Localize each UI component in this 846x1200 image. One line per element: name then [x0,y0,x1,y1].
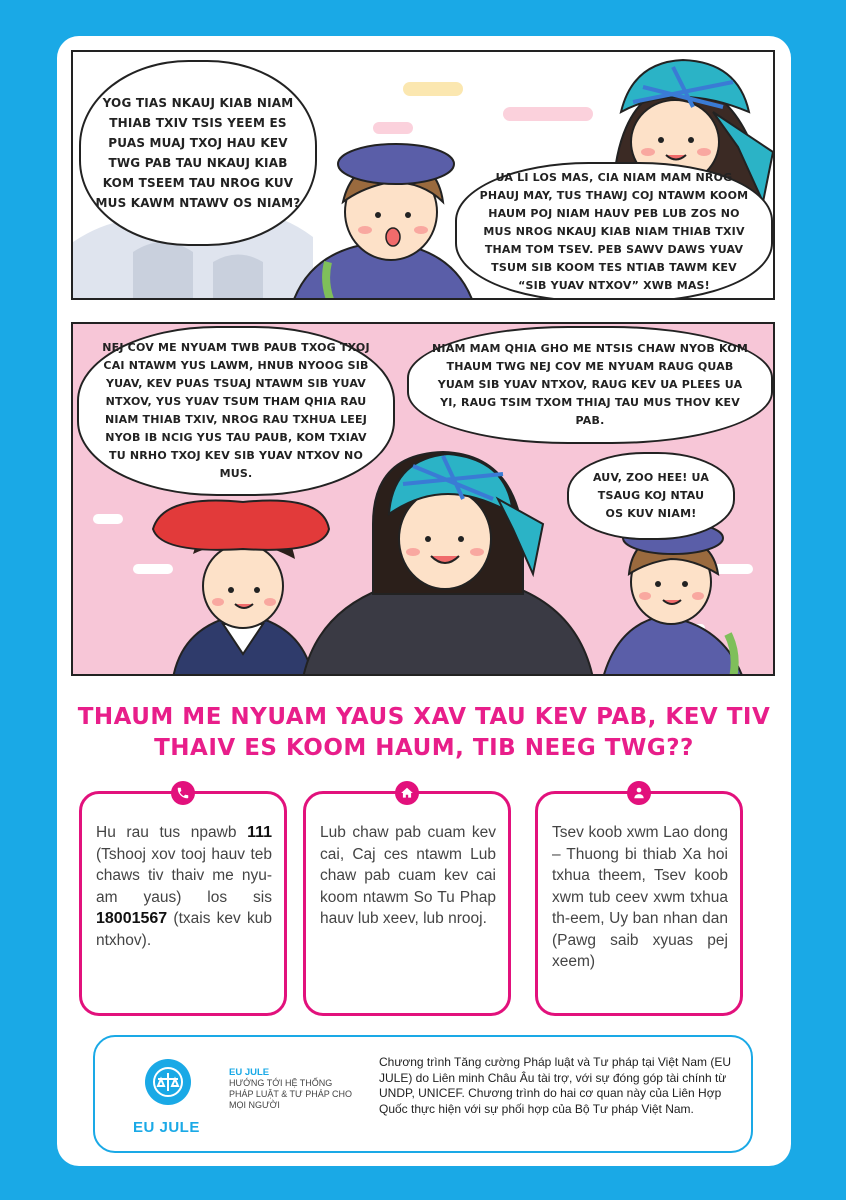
contact-text [96,822,272,951]
poster-card [57,36,791,1166]
eu-jule-logo [145,1059,191,1105]
scales-icon [145,1059,191,1105]
comic-panel-1 [71,50,775,300]
logo-text: EU JULE [133,1119,200,1136]
speech-bubble-mother-left [77,326,395,496]
slogan [229,1067,359,1111]
slogan-line: HƯỚNG TỚI HỆ THỐNG PHÁP LUẬT & TƯ PHÁP CHO MỌI NGƯỜI [229,1078,353,1110]
slogan-title: EU JULE [229,1067,270,1078]
speech-text: NIAM MAM QHIA GHO ME NTSIS CHAW NYOB KOM THAUM TWG NEJ COV ME NYUAM RAUG QUAB YUAM SIB YUAV NTXOV, RAUG KEV UA PLEES UA YI, RAUG TSIM TXOM THIAJ TAU MUS THOV KEV PAB. [432,342,748,427]
speech-text: AUV, ZOO HEE! UA TSAUG KOJ NTAU OS KUV NIAM! [592,471,710,520]
program-description: Chương trình Tăng cường Pháp luật và Tư pháp tại Việt Nam (EU JULE) do Liên minh Châu Âu tài trợ, với sự đóng góp tài chính từ UNDP, UNICEF. Chương trình do hai cơ quan này của Liên Hợp Quốc thực hiện với sự phối hợp của Bộ Tư pháp Việt Nam. [379,1055,732,1116]
contact-box-authorities [535,791,743,1016]
speech-text: NEJ COV ME NYUAM TWB PAUB TXOG TXOJ CAI NTAWM YUS LAWM, HNUB NYOOG SIB YUAV, KEV PUAS TSUAJ NTAWM SIB YUAV NTXOV, YUS YUAV TSUM THAM QHIA RAU NIAM THIAB TXIV, NROG RAU TXHUA LEEJ NYOB IB NCIG YUS TAU PAUB, KOM TXIAV TU NRHO TXOJ KEV SIB YUAV NTXOV NO MUS. [102,341,370,480]
comic-panel-2 [71,322,775,676]
speech-bubble-mother-right [407,326,773,444]
hotline-number[interactable]: 111 [247,824,272,841]
speech-bubble-boy [79,60,317,246]
contact-box-legal-aid [303,791,511,1016]
contact-box-hotline [79,791,287,1016]
contact-text: Tsev koob xwm Lao dong – Thuong bi thiab Xa hoi txhua theem, Tsev koob xwm tub ceev xwm txhua th-eem, Uy ban nhan dan (Pawg saib xyuas pej xeem) [552,824,728,970]
contact-text-part: (txais kev kub ntxhov). [96,910,272,949]
speech-bubble-mother [455,162,773,300]
speech-text: YOG TIAS NKAUJ KIAB NIAM THIAB TXIV TSIS YEEM ES PUAS MUAJ TXOJ HAU KEV TWG PAB TAU NKAUJ KIAB KOM TSEEM TAU NROG KUV MUS KAWM NTAWV OS NIAM? [95,96,301,210]
contact-text-part: (Tshooj xov tooj hauv teb chaws tiv thaiv me nyu-am yaus) los sis [96,845,272,906]
person-icon [627,781,651,805]
home-icon [395,781,419,805]
speech-text: UA LI LOS MAS, CIA NIAM MAM NROG PHAUJ MAY, TUS THAWJ COJ NTAWM KOOM HAUM POJ NIAM HAUV PEB LUB ZOS NO MUS NROG NKAUJ KIAB NIAM THIAB TXIV THAM TOM TSEV. PEB SAWV DAWS YUAV TSUM SIB KOOM TES NTIAB TAWM KEV “SIB YUAV NTXOV” XWB MAS! [479,171,749,292]
phone-icon [171,781,195,805]
section-headline: THAUM ME NYUAM YAUS XAV TAU KEV PAB, KEV TIV THAIV ES KOOM HAUM, TIB NEEG TWG?? [77,704,771,761]
contact-text-part: Hu rau tus npawb [96,824,248,841]
footer-box [93,1035,753,1153]
hotline-number[interactable]: 18001567 [96,910,168,927]
contact-text: Lub chaw pab cuam kev cai, Caj ces ntawm Lub chaw pab cuam kev cai koom ntawm So Tu Phap hauv lub xeev, lub nrooj. [320,824,496,927]
speech-bubble-boy-small [567,452,735,540]
